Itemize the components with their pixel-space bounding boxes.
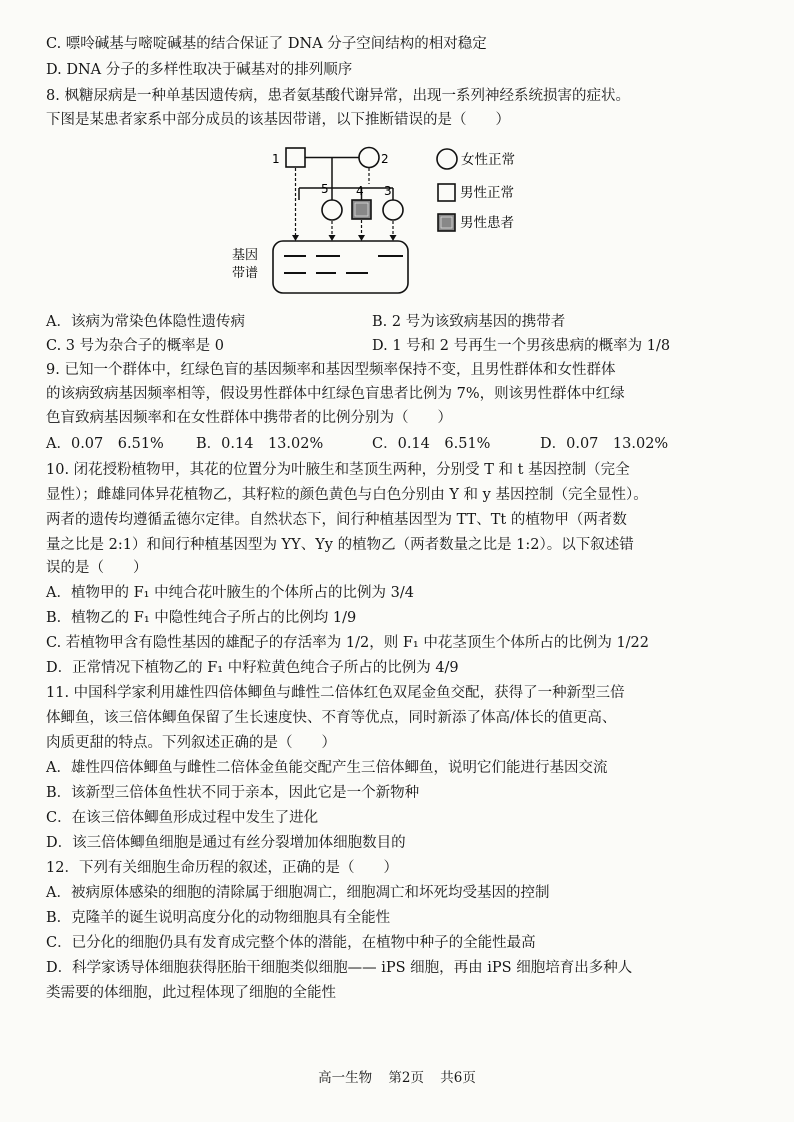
- q9-stem-line-3: 色盲致病基因频率和在女性群体中携带者的比例分别为（ ）: [46, 410, 452, 426]
- q10-option-d: D．正常情况下植物乙的 F₁ 中籽粒黄色纯合子所占的比例为 4/9: [46, 660, 459, 676]
- q10-stem-line-5: 误的是（ ）: [46, 560, 148, 576]
- q12-stem: 12．下列有关细胞生命历程的叙述，正确的是（ ）: [46, 860, 398, 876]
- footer-subject: 高一生物: [318, 1070, 373, 1086]
- footer-total-pages: 共6页: [440, 1070, 476, 1086]
- q11-stem-line-1: 11. 中国科学家利用雄性四倍体鲫鱼与雌性二倍体红色双尾金鱼交配，获得了一种新型三倍: [46, 685, 625, 701]
- q9-option-a: A．0.07 6.51%: [46, 436, 164, 452]
- q11-option-d: D．该三倍体鲫鱼细胞是通过有丝分裂增加体细胞数目的: [46, 835, 406, 851]
- q11-stem-line-2: 体鲫鱼，该三倍体鲫鱼保留了生长速度快、不育等优点，同时新添了体高/体长的值更高、: [46, 710, 617, 726]
- q9-stem-line-1: 9. 已知一个群体中，红绿色盲的基因频率和基因型频率保持不变，且男性群体和女性群体: [46, 362, 616, 378]
- member-1-male-normal: [286, 148, 305, 167]
- q8-option-b: B. 2 号为该致病基因的携带者: [372, 314, 566, 330]
- q11-option-b: B．该新型三倍体鱼性状不同于亲本，因此它是一个新物种: [46, 785, 420, 801]
- legend-male-affected: 男性患者: [460, 215, 514, 231]
- member-1-number: 1: [272, 152, 280, 166]
- member-5-female-normal: [322, 200, 342, 220]
- member-2-female-normal: [359, 148, 379, 168]
- footer-page-number: 第2页: [388, 1070, 424, 1086]
- q7-option-d: D. DNA 分子的多样性取决于碱基对的排列顺序: [46, 62, 353, 78]
- q8-stem-line-2: 下图是某患者家系中部分成员的该基因带谱，以下推断错误的是（ ）: [46, 112, 510, 128]
- q8-stem-line-1: 8. 枫糖尿病是一种单基因遗传病，患者氨基酸代谢异常，出现一系列神经系统损害的症状。: [46, 88, 630, 104]
- q9-option-c: C．0.14 6.51%: [372, 436, 491, 452]
- page-footer: [0, 1066, 794, 1086]
- pedigree-diagram: [228, 138, 568, 324]
- member-3-female-normal: [383, 200, 403, 220]
- q10-stem-line-1: 10. 闭花授粉植物甲，其花的位置分为叶腋生和茎顶生两种，分别受 T 和 t 基因控制（完全: [46, 462, 630, 478]
- q12-option-b: B．克隆羊的诞生说明高度分化的动物细胞具有全能性: [46, 910, 391, 926]
- q9-option-d: D．0.07 13.02%: [540, 436, 669, 452]
- q11-stem-line-3: 肉质更甜的特点。下列叙述正确的是（ ）: [46, 735, 336, 751]
- legend-male-affected-icon: [438, 214, 455, 231]
- band-label-2: 带谱: [232, 266, 259, 281]
- q12-option-a: A．被病原体感染的细胞的清除属于细胞凋亡，细胞凋亡和坏死均受基因的控制: [46, 885, 550, 901]
- legend-female-normal-icon: [437, 149, 457, 169]
- q7-option-c: C. 嘌呤碱基与嘧啶碱基的结合保证了 DNA 分子空间结构的相对稳定: [46, 36, 487, 52]
- q8-option-c: C. 3 号为杂合子的概率是 0: [46, 338, 224, 354]
- member-2-number: 2: [381, 152, 389, 166]
- q11-option-c: C．在该三倍体鲫鱼形成过程中发生了进化: [46, 810, 319, 826]
- q10-stem-line-4: 量之比是 2:1）和间行种植基因型为 YY、Yy 的植物乙（两者数量之比是 1:2）。以下叙述错: [46, 537, 634, 553]
- legend-male-normal: 男性正常: [460, 185, 514, 201]
- q10-stem-line-3: 两者的遗传均遵循孟德尔定律。自然状态下，间行种植基因型为 TT、Tt 的植物甲（两者数: [46, 512, 627, 528]
- member-4-number: 4: [356, 184, 364, 198]
- q8-option-d: D. 1 号和 2 号再生一个男孩患病的概率为 1/8: [372, 338, 671, 354]
- q10-option-a: A．植物甲的 F₁ 中纯合花叶腋生的个体所占的比例为 3/4: [46, 585, 415, 601]
- q12-option-d-line-2: 类需要的体细胞，此过程体现了细胞的全能性: [46, 985, 336, 1001]
- q12-option-c: C．已分化的细胞仍具有发育成完整个体的潜能，在植物中种子的全能性最高: [46, 935, 536, 951]
- member-3-number: 3: [384, 184, 392, 198]
- legend-female-normal: 女性正常: [461, 152, 515, 168]
- q11-option-a: A．雄性四倍体鲫鱼与雌性二倍体金鱼能交配产生三倍体鲫鱼，说明它们能进行基因交流: [46, 760, 608, 776]
- q10-stem-line-2: 显性）；雌雄同体异花植物乙，其籽粒的颜色黄色与白色分别由 Y 和 y 基因控制（完全显性）。: [46, 487, 648, 503]
- q8-option-a: A．该病为常染色体隐性遗传病: [46, 314, 245, 330]
- legend-male-normal-icon: [438, 184, 455, 201]
- q12-option-d-line-1: D．科学家诱导体细胞获得胚胎干细胞类似细胞—— iPS 细胞，再由 iPS 细胞培育出多种人: [46, 960, 633, 976]
- q10-option-b: B．植物乙的 F₁ 中隐性纯合子所占的比例均 1/9: [46, 610, 357, 626]
- band-label-1: 基因: [232, 248, 259, 263]
- member-5-number: 5: [321, 182, 329, 196]
- q9-option-b: B．0.14 13.02%: [196, 436, 324, 452]
- gene-band-box: [273, 241, 408, 293]
- q9-stem-line-2: 的该病致病基因频率相等，假设男性群体中红绿色盲患者比例为 7%，则该男性群体中红绿: [46, 386, 625, 402]
- q10-option-c: C. 若植物甲含有隐性基因的雄配子的存活率为 1/2，则 F₁ 中花茎顶生个体所占的比例为 1/22: [46, 635, 650, 651]
